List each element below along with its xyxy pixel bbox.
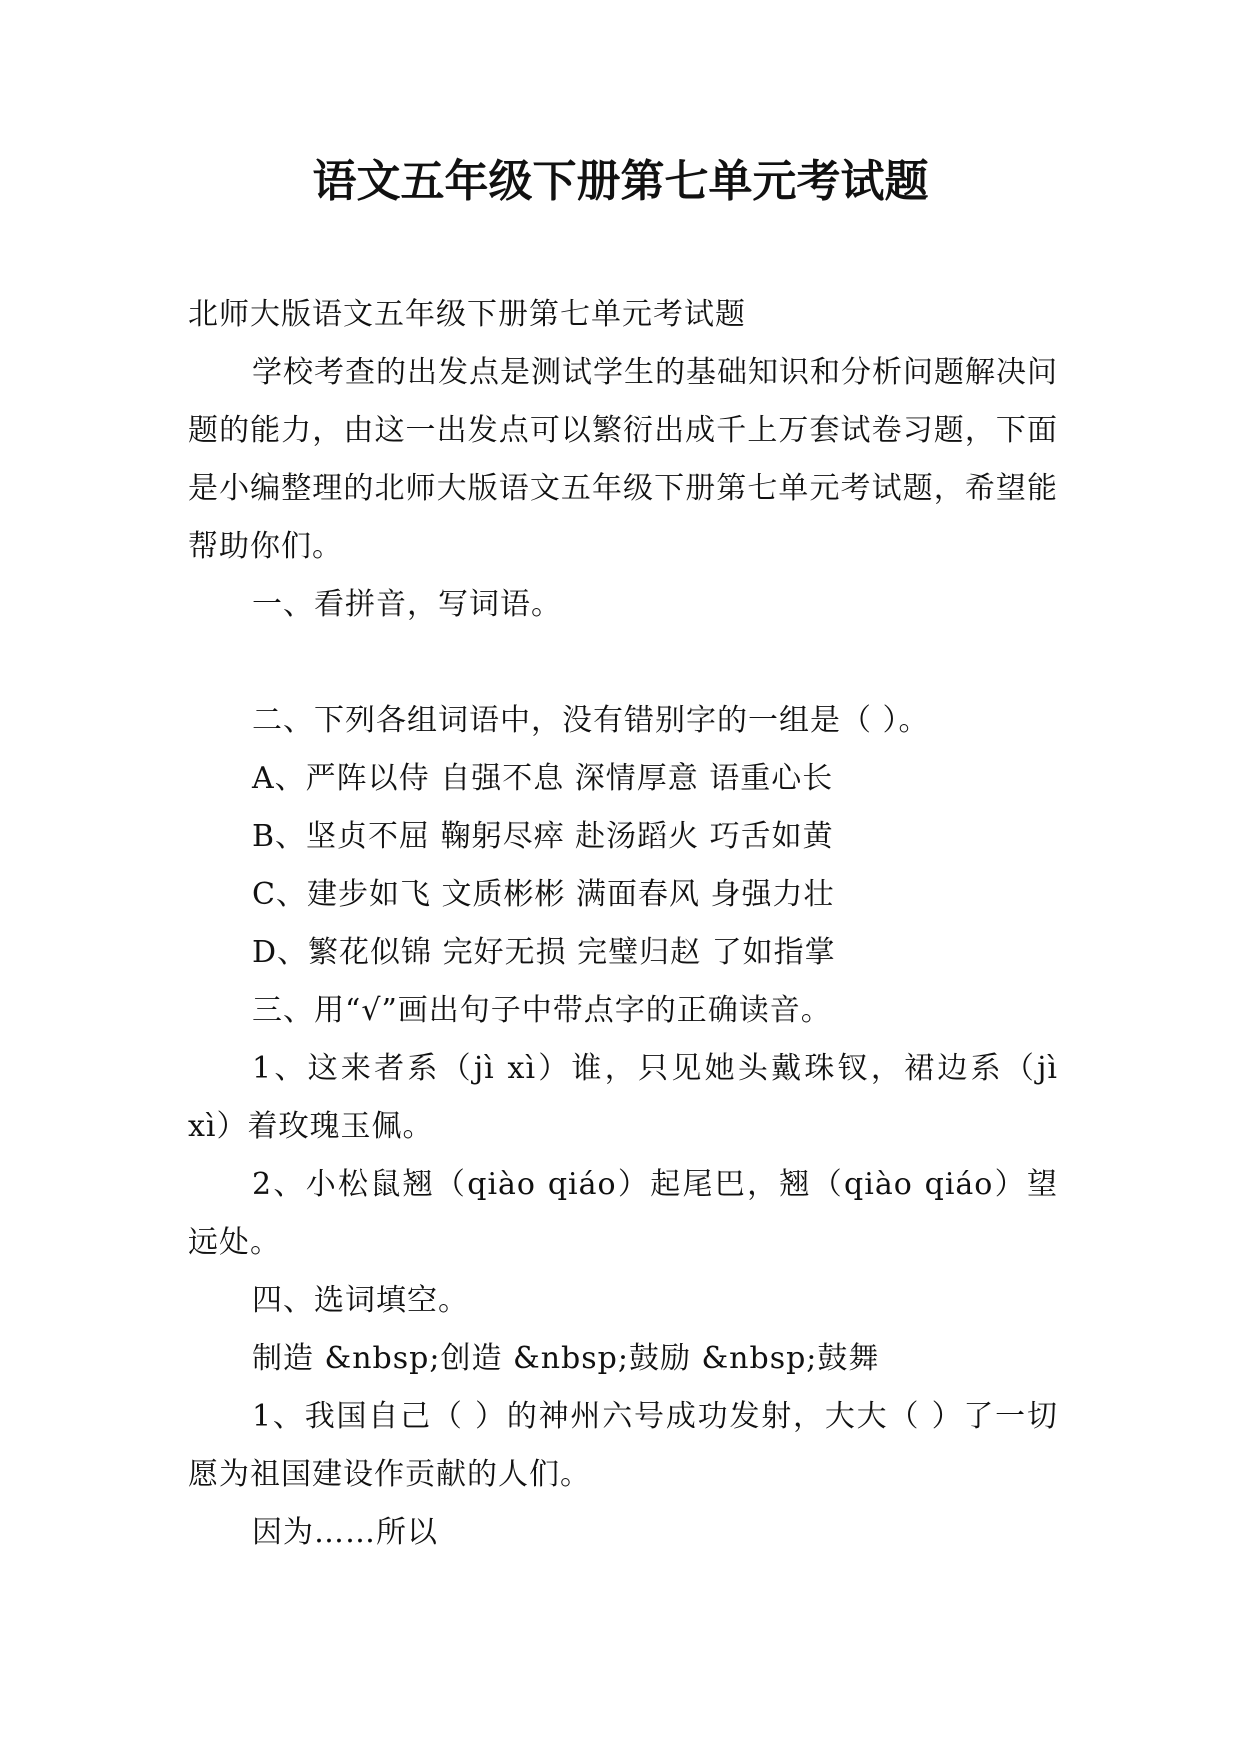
- section-heading-3: 三、用“√”画出句子中带点字的正确读音。: [252, 993, 832, 1028]
- subtitle-paragraph: 北师大版语文五年级下册第七单元考试题: [188, 297, 746, 332]
- section-heading-2: 二、下列各组词语中，没有错别字的一组是（ ）。: [252, 703, 930, 738]
- option-b: B、坚贞不屈 鞠躬尽瘁 赴汤蹈火 巧舌如黄: [252, 819, 834, 854]
- option-a: A、严阵以侍 自强不息 深情厚意 语重心长: [252, 761, 834, 796]
- intro-paragraph: 学校考查的出发点是测试学生的基础知识和分析问题解决问题的能力，由这一出发点可以繁衍出成千上万套试卷习题，下面是小编整理的北师大版语文五年级下册第七单元考试题，希望能帮助你们。: [188, 355, 1058, 564]
- document-title: 语文五年级下册第七单元考试题: [312, 156, 929, 207]
- word-choices: 制造 &nbsp;创造 &nbsp;鼓励 &nbsp;鼓舞: [252, 1341, 880, 1376]
- option-c: C、建步如飞 文质彬彬 满面春风 身强力壮: [252, 877, 835, 912]
- question-3-2: 2、小松鼠翘（qiào qiáo）起尾巴，翘（qiào qiáo）望远处。: [188, 1167, 1058, 1260]
- question-3-1: 1、这来者系（jì xì）谁，只见她头戴珠钗，裙边系（jì xì）着玫瑰玉佩。: [188, 1051, 1058, 1144]
- document-body: [188, 286, 1058, 1562]
- question-4-1: 1、我国自己（ ）的神州六号成功发射，大大（ ）了一切愿为祖国建设作贡献的人们。: [188, 1399, 1058, 1492]
- section-heading-1: 一、看拼音，写词语。: [252, 587, 562, 622]
- option-d: D、繁花似锦 完好无损 完璧归赵 了如指掌: [252, 935, 836, 970]
- section-heading-4: 四、选词填空。: [252, 1283, 469, 1318]
- blank-space: [188, 634, 1058, 692]
- conjunction-pair: 因为……所以: [252, 1515, 438, 1550]
